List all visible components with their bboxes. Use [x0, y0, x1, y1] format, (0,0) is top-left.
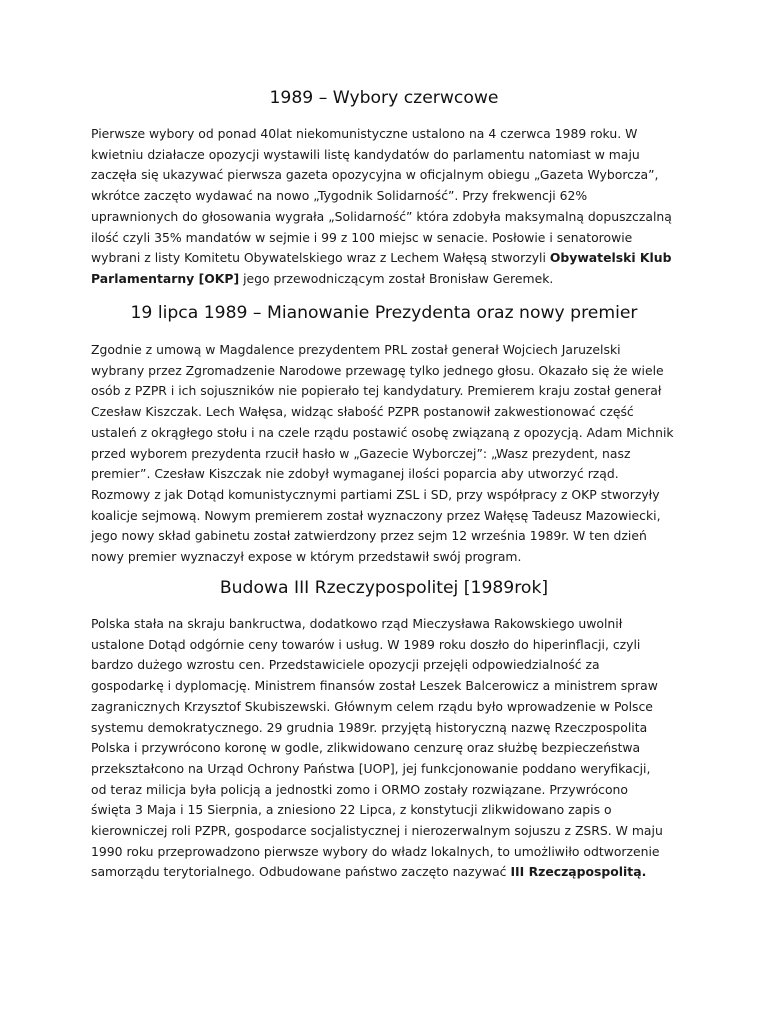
paragraph-line: zagranicznych Krzysztof Skubiszewski. Głównym celem rządu było wprowadzenie w Polsce: [91, 698, 653, 714]
paragraph-text: samorządu terytorialnego. Odbudowane państwo zaczęto nazywać: [91, 864, 511, 880]
bold-term-okp-cont: Parlamentarny [OKP]: [91, 270, 240, 286]
paragraph-text: jego przewodniczącym został Bronisław Geremek.: [239, 270, 554, 286]
paragraph-line: [91, 269, 677, 290]
paragraph-line: koalicje sejmową. Nowym premierem został wyznaczony przez Wałęsę Tadeusz Mazowiecki,: [91, 507, 661, 523]
bold-term-iii-rp: III Rzecząpospolitą: [510, 864, 642, 880]
paragraph-line: wkrótce zaczęto wydawać na nowo „Tygodnik Solidarność”. Przy frekwencji 62%: [91, 188, 588, 204]
paragraph-line: osób z PZPR i ich sojuszników nie popierało tej kandydatury. Premierem kraju został generał: [91, 383, 662, 399]
paragraph-line: od teraz milicja była policją a jednostki zomo i ORMO zostały rozwiązane. Przywrócono: [91, 781, 628, 797]
paragraph-line: gospodarkę i dyplomację. Ministrem finansów został Leszek Balcerowicz a ministrem spraw: [91, 678, 658, 694]
paragraph-line: wybrany przez Zgromadzenie Narodowe przewagę tylko jednego głosu. Okazało się że wiele: [91, 362, 664, 378]
paragraph-line: nowy premier wyznaczył expose w którym przedstawił swój program.: [91, 549, 522, 565]
paragraph-line: Czesław Kiszczak. Lech Wałęsa, widząc słabość PZPR postanowił zakwestionować część: [91, 404, 634, 420]
section-paragraph-1: [91, 124, 677, 290]
bold-term-okp: Obywatelski Klub: [549, 250, 672, 266]
paragraph-line: ustalone Dotąd odgórnie ceny towarów i usług. W 1989 roku doszło do hiperinflacji, czyli: [91, 636, 641, 652]
section-paragraph-3: [91, 614, 677, 883]
paragraph-line: Pierwsze wybory od ponad 40lat niekomunistyczne ustalono na 4 czerwca 1989 roku. W: [91, 126, 638, 141]
bold-period: .: [641, 864, 647, 880]
paragraph-line: [91, 248, 677, 269]
paragraph-line: święta 3 Maja i 15 Sierpnia, a zniesiono 22 Lipca, z konstytucji zlikwidowano zapis o: [91, 802, 612, 818]
paragraph-line: bardzo dużego wzrostu cen. Przedstawiciele opozycji przejęli odpowiedzialność za: [91, 657, 600, 673]
paragraph-line: jego nowy skład gabinetu został zatwierdzony przez sejm 12 września 1989r. W ten dzień: [91, 528, 647, 544]
paragraph-line: zaczęła się ukazywać pierwsza gazeta opozycyjna w oficjalnym obiegu „Gazeta Wyborcza”,: [91, 167, 659, 183]
paragraph-line: przekształcono na Urząd Ochrony Państwa [UOP], jej funkcjonowanie poddano weryfikacji,: [91, 760, 651, 776]
paragraph-line: Polska stała na skraju bankructwa, dodatkowo rząd Mieczysława Rakowskiego uwolnił: [91, 616, 623, 631]
paragraph-line: kwietniu działacze opozycji wystawili listę kandydatów do parlamentu natomiast w maju: [91, 146, 640, 162]
paragraph-line: ilość czyli 35% mandatów w sejmie i 99 z 100 miejsc w senacie. Posłowie i senatorowie: [91, 229, 633, 245]
paragraph-line: Polska i przywrócono koronę w godle, zlikwidowano cenzurę oraz służbę bezpieczeństwa: [91, 740, 641, 756]
paragraph-line: Rozmowy z jak Dotąd komunistycznymi partiami ZSL i SD, przy współpracy z OKP stworzyły: [91, 486, 660, 502]
section-title-3: Budowa III Rzeczypospolitej [1989rok]: [219, 578, 549, 598]
paragraph-line: Zgodnie z umową w Magdalence prezydentem PRL został generał Wojciech Jaruzelski: [91, 342, 621, 357]
paragraph-line: ustaleń z okrągłego stołu i na czele rządu postawić osobę związaną z opozycją. Adam Michnik: [91, 424, 674, 440]
paragraph-line: systemu demokratycznego. 29 grudnia 1989r. przyjętą historyczną nazwę Rzeczpospolita: [91, 719, 648, 735]
section-title-2: 19 lipca 1989 – Mianowanie Prezydenta oraz nowy premier: [130, 303, 638, 323]
section-title-1: 1989 – Wybory czerwcowe: [269, 88, 499, 108]
section-paragraph-2: [91, 340, 677, 568]
paragraph-line: uprawnionych do głosowania wygrała „Solidarność” która zdobyła maksymalną dopuszczalną: [91, 208, 672, 224]
paragraph-line: przed wyborem prezydenta rzucił hasło w „Gazecie Wyborczej”: „Wasz prezydent, nasz: [91, 445, 631, 461]
paragraph-line: kierowniczej roli PZPR, gospodarce socjalistycznej i nierozerwalnym sojuszu z ZSRS. W maju: [91, 823, 663, 839]
paragraph-line: [91, 862, 677, 883]
paragraph-line: premier”. Czesław Kiszczak nie zdobył wymaganej ilości poparcia aby utworzyć rząd.: [91, 466, 619, 482]
paragraph-text: wybrani z listy Komitetu Obywatelskiego wraz z Lechem Wałęsą stworzyli: [91, 250, 550, 266]
paragraph-line: 1990 roku przeprowadzono pierwsze wybory do władz lokalnych, to umożliwiło odtworzenie: [91, 843, 660, 859]
